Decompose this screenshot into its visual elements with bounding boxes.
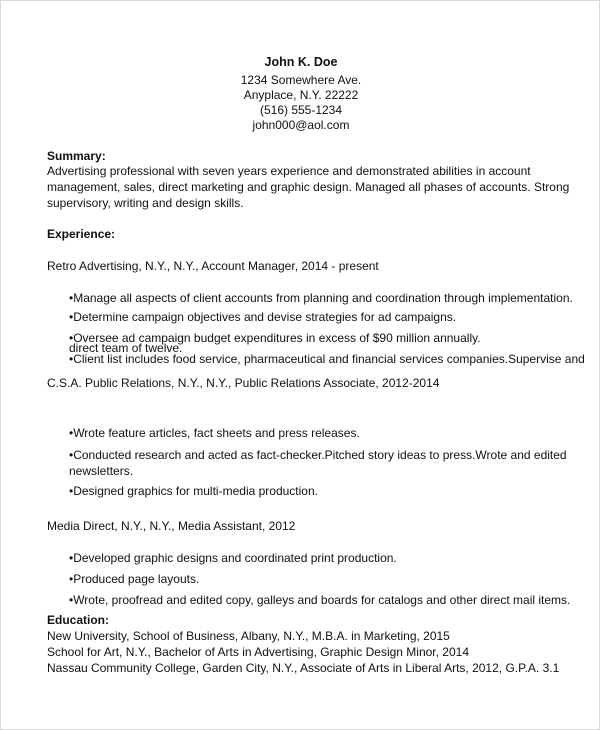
email-line: john000@aol.com — [252, 118, 350, 132]
job-bullet: •Determine campaign objectives and devise strategies for ad campaigns. — [69, 310, 457, 324]
job-bullet: •Produced page layouts. — [69, 572, 200, 586]
job-title: Retro Advertising, N.Y., N.Y., Account Manager, 2014 - present — [47, 259, 379, 273]
phone-line: (516) 555-1234 — [259, 103, 343, 117]
job-bullet: •Conducted research and acted as fact-checker.Pitched story ideas to press.Wrote and edited — [69, 448, 567, 462]
resume-name: John K. Doe — [264, 55, 338, 69]
summary-heading: Summary: — [47, 149, 106, 163]
job-bullet: •Developed graphic designs and coordinated print production. — [69, 551, 397, 565]
job-bullet: •Manage all aspects of client accounts from planning and coordination through implementation. — [69, 291, 573, 305]
summary-line: supervisory, writing and design skills. — [47, 196, 244, 210]
job-title: Media Direct, N.Y., N.Y., Media Assistant, 2012 — [47, 519, 296, 533]
job-title: C.S.A. Public Relations, N.Y., N.Y., Public Relations Associate, 2012-2014 — [47, 376, 440, 390]
job-bullet: •Wrote feature articles, fact sheets and press releases. — [69, 426, 360, 440]
job-bullet: •Oversee ad campaign budget expenditures in excess of $90 million annually. — [69, 331, 481, 345]
education-item: New University, School of Business, Albany, N.Y., M.B.A. in Marketing, 2015 — [47, 629, 450, 643]
education-heading: Education: — [47, 613, 109, 627]
job-bullet: •Designed graphics for multi-media production. — [69, 484, 318, 498]
job-bullet-continuation-line: direct team of twelve. — [69, 341, 183, 355]
summary-line: Advertising professional with seven years experience and demonstrated abilities in account — [47, 164, 531, 178]
job-bullet: •Wrote, proofread and edited copy, galleys and boards for catalogs and other direct mail items. — [69, 593, 571, 607]
summary-line: management, sales, direct marketing and graphic design. Managed all phases of accounts. Strong — [47, 180, 570, 194]
job-bullet-continuation: newsletters. — [69, 464, 134, 478]
experience-heading: Experience: — [47, 227, 116, 241]
address-line: 1234 Somewhere Ave. — [240, 73, 362, 87]
education-item: Nassau Community College, Garden City, N.Y., Associate of Arts in Liberal Arts, 2012, G.P.A. 3.1 — [47, 661, 560, 675]
education-item: School for Art, N.Y., Bachelor of Arts in Advertising, Graphic Design Minor, 2014 — [47, 645, 469, 659]
job-bullet: •Client list includes food service, pharmaceutical and financial services companies.Supervise and — [69, 352, 585, 366]
city-line: Anyplace, N.Y. 22222 — [243, 88, 359, 102]
